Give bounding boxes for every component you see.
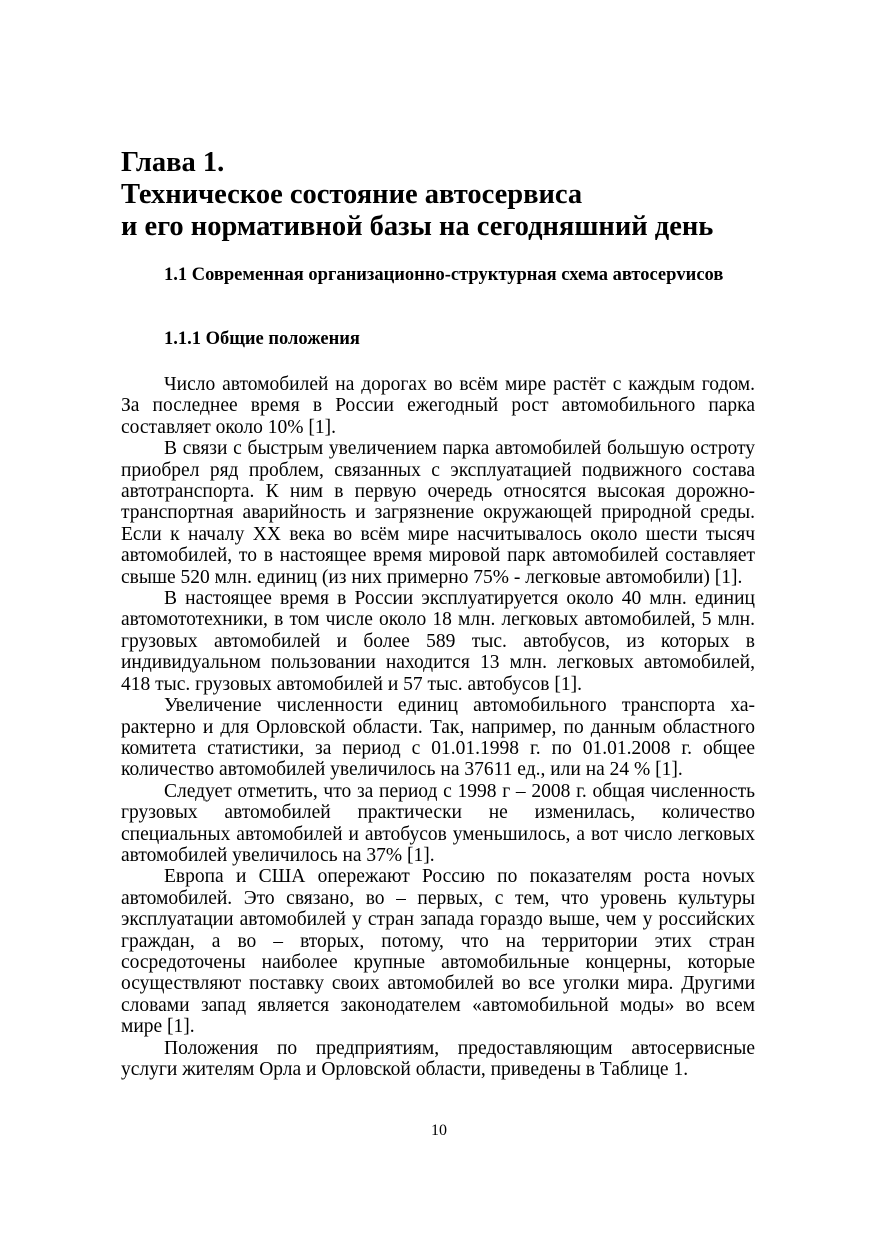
paragraph: Европа и США опережают Россию по показателям роста ноvых автомобилей. Это связано, во – первых, с тем, что уровень культуры эксплуатации автомобилей у стран запада гораздо выше, чем у российских граждан, а во – вторых, потому, что на территории этих стран сосредоточены наиболее крупные автомобильные концерны, которые осуществляют поставку своих автомобилей во все уголки мира. Другими словами запад является законодателем «автомобильной моды» во всем мире [1].	[121, 866, 755, 1038]
body-text	[121, 374, 755, 1080]
paragraph: В связи с быстрым увеличением парка автомобилей большую остроту приобрел ряд проблем, связанных с эксплуатацией подвижного состава автотранспорта. К ним в первую очередь относятся высокая дорожно-транспортная аварийность и загрязнение окружающей природной среды. Если к началу XX века во всём мире насчитывалось около шести тысяч автомобилей, то в настоящее время мировой парк автомобилей составляет свыше 520 млн. единиц (из них примерно 75% - легковые автомобили) [1].	[121, 438, 755, 588]
paragraph: Число автомобилей на дорогах во всём мире растёт с каждым годом. За последнее время в России ежегодный рост автомобильного парка составляет около 10% [1].	[121, 374, 755, 438]
paragraph: Следует отметить, что за период с 1998 г – 2008 г. общая численность грузовых автомобилей практически не изменилась, количество специальных автомобилей и автобусов уменьшилось, а вот число легковых автомобилей увеличилось на 37% [1].	[121, 780, 755, 866]
page-number: 10	[431, 1122, 447, 1139]
chapter-title-line: и его нормативной базы на сегодняшний день	[121, 211, 714, 242]
subsection-heading: 1.1.1 Общие положения	[164, 329, 360, 349]
paragraph: Увеличение численности единиц автомобильного транспорта характерно и для Орловской области. Так, например, по данным областного комитета статистики, за период с 01.01.1998 г. по 01.01.2008 г. общее количество автомобилей увеличилось на 37611 ед., или на 24 % [1].	[121, 695, 755, 781]
chapter-title	[121, 147, 821, 243]
paragraph: Положения по предприятиям, предоставляющим автосервисные услуги жителям Орла и Орловской области, приведены в Таблице 1.	[121, 1037, 755, 1080]
chapter-number: Глава 1.	[121, 147, 225, 178]
section-heading: 1.1 Современная организационно-структурная схема автосерvисов	[164, 265, 724, 285]
chapter-title-line: Техническое состояние автосервиса	[121, 179, 583, 210]
paragraph: В настоящее время в России эксплуатируется около 40 млн. единиц автомототехники, в том числе около 18 млн. легковых автомобилей, 5 млн. грузовых автомобилей и более 589 тыс. автобусов, из которых в индивидуальном пользовании находится 13 млн. легковых автомобилей, 418 тыс. грузовых автомобилей и 57 тыс. автобусов [1].	[121, 588, 755, 695]
